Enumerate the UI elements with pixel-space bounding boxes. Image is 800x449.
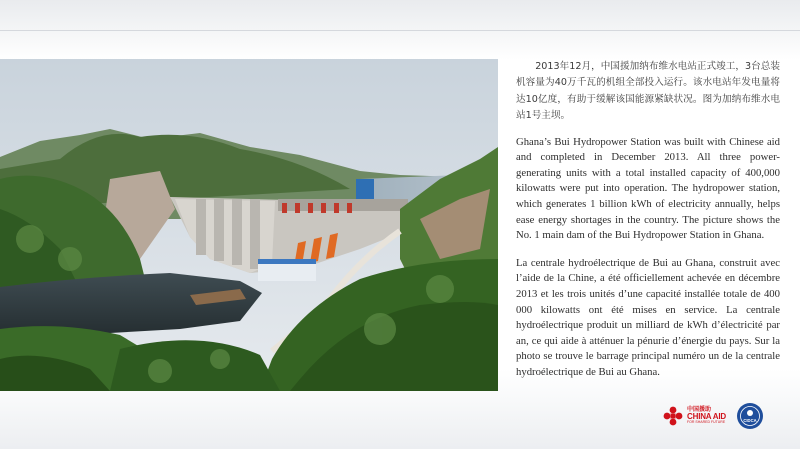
cidca-label: CIDCA — [743, 418, 757, 423]
header-divider — [0, 30, 800, 31]
china-aid-emblem-icon — [662, 405, 684, 427]
china-aid-en-label: CHINA AID — [687, 412, 726, 422]
cidca-logo — [736, 402, 764, 430]
china-aid-cn-label: 中国援助 — [687, 406, 712, 414]
caption-chinese: 2013年12月，中国援加纳布维水电站正式竣工，3台总装机容量为40万千瓦的机组全部投入运行。该水电站年发电量将达10亿度，有助于缓解该国能源紧缺状况。图为加纳布维水电站1号主坝。 — [516, 61, 780, 122]
caption-french: La centrale hydroélectrique de Bui au Ghana, construit avec l’aide de la Chine, a été officiellement achevée en décembre 2013 et les trois unités d’une capacité installée totale de 400 000 kilowatts ont été mises en service. La centrale hydroélectrique produit un milliard de kWh d’électricité par an, ce qui aide à atténuer la pénurie d’énergie du pays. Sur la photo se trouve le barrage principal numéro un de la centrale hydroélectrique de Bui au Ghana. — [516, 256, 780, 378]
cidca-seal-icon — [736, 402, 764, 430]
china-aid-logo — [662, 405, 726, 427]
caption-column — [516, 59, 780, 381]
china-aid-tagline: FOR SHARED FUTURE — [687, 420, 726, 425]
caption-english: Ghana’s Bui Hydropower Station was built with Chinese aid and completed in December 2013. All three power-generating units with a total installed capacity of 400,000 kilowatts were put into operation. The hydropower station, which generates 1 billion kWh of electricity annually, helps ease energy shortages in the country. The picture shows the No. 1 main dam of the Bui Hydropower Station in Ghana. — [516, 135, 780, 242]
bui-dam-photo — [0, 59, 498, 391]
logo-group — [662, 401, 764, 431]
